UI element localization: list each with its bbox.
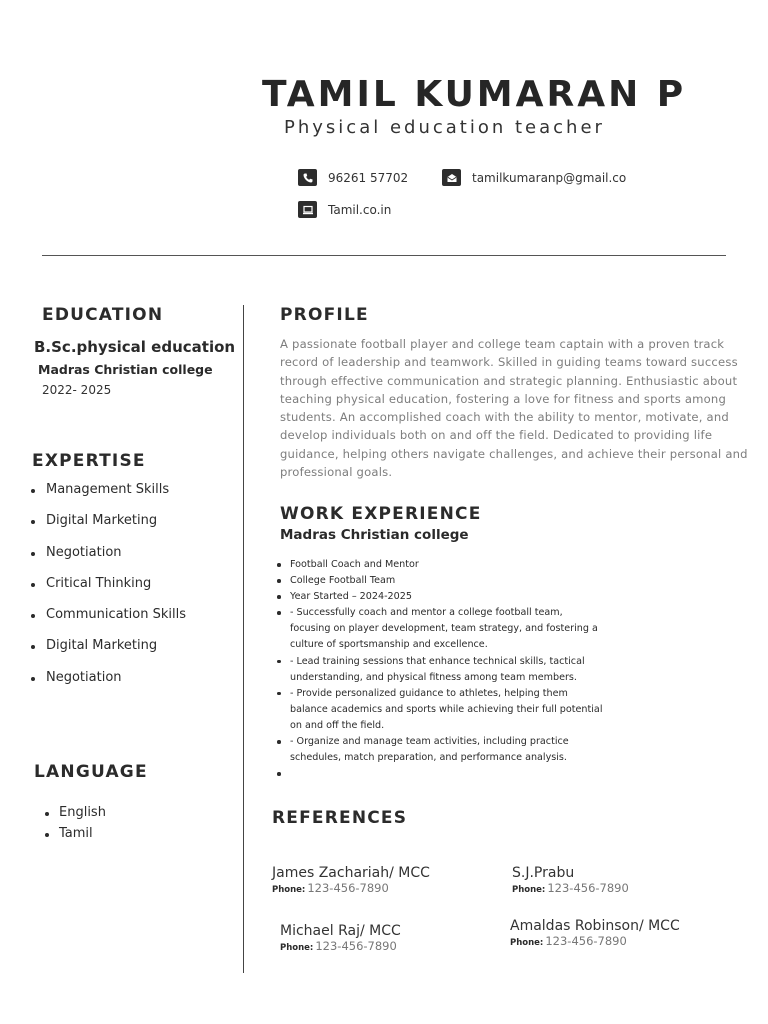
header-divider (42, 255, 726, 256)
reference-name: S.J.Prabu (512, 865, 575, 881)
list-item: Communication Skills (28, 607, 186, 638)
work-organization: Madras Christian college (280, 527, 469, 543)
reference-name: Amaldas Robinson/ MCC (510, 918, 680, 934)
list-item: Negotiation (28, 670, 186, 701)
reference-card (272, 865, 430, 895)
list-item: - Provide personalized guidance to athletes, helping them balance academics and sports while achieving their full potential on and off the field. (276, 686, 606, 734)
list-item: - Organize and manage team activities, including practice schedules, match preparation, and performance analysis. (276, 734, 606, 766)
list-item: - Lead training sessions that enhance technical skills, tactical understanding, and physical fitness among team members. (276, 654, 606, 686)
work-heading: WORK EXPERIENCE (280, 504, 482, 524)
mail-icon (442, 169, 461, 186)
reference-phone (272, 881, 430, 895)
list-item: - Successfully coach and mentor a college football team, focusing on player development, team strategy, and fostering a culture of sportsmanship and excellence. (276, 605, 606, 653)
profile-text: A passionate football player and college team captain with a proven track record of leadership and teamwork. Skilled in guiding teams toward success through effective communication and strategic planning. Enthusiastic about teaching physical education, fostering a love for fitness and sports among students. An accomplished coach with the ability to mentor, motivate, and develop individuals both on and off the field. Dedicated to providing life guidance, helping others navigate challenges, and achieve their personal and professional goals. (280, 337, 748, 480)
education-degree: B.Sc.physical education (34, 338, 236, 356)
references-heading: REFERENCES (272, 808, 408, 828)
reference-phone (280, 939, 401, 953)
laptop-icon (298, 201, 317, 218)
contact-website-text[interactable]: Tamil.co.in (328, 202, 392, 217)
expertise-heading: EXPERTISE (32, 451, 146, 471)
education-years: 2022- 2025 (42, 383, 112, 397)
education-heading: EDUCATION (42, 305, 164, 325)
list-item: College Football Team (276, 573, 606, 589)
list-item: Year Started – 2024-2025 (276, 589, 606, 605)
phone-icon (298, 169, 317, 186)
contact-website[interactable] (298, 201, 391, 218)
phone-label: Phone: (272, 885, 306, 895)
reference-name: Michael Raj/ MCC (280, 923, 401, 939)
list-item: Management Skills (28, 482, 186, 513)
list-item: English (42, 805, 106, 826)
reference-name: James Zachariah/ MCC (272, 865, 430, 881)
reference-phone-number: 123-456-7890 (547, 881, 629, 895)
list-item: Digital Marketing (28, 513, 186, 544)
contact-phone-text: 96261 57702 (328, 170, 409, 185)
reference-phone-number: 123-456-7890 (307, 881, 389, 895)
reference-card (280, 923, 401, 953)
list-item: Football Coach and Mentor (276, 557, 606, 573)
expertise-list (28, 482, 186, 701)
language-list (42, 805, 106, 847)
phone-label: Phone: (512, 885, 546, 895)
reference-phone-number: 123-456-7890 (545, 934, 627, 948)
resume-name: TAMIL KUMARAN P (262, 74, 687, 115)
profile-heading: PROFILE (280, 305, 369, 325)
phone-label: Phone: (510, 938, 544, 948)
education-college: Madras Christian college (38, 362, 213, 377)
resume-role: Physical education teacher (284, 117, 605, 138)
list-item: Digital Marketing (28, 638, 186, 669)
contact-email[interactable] (442, 169, 626, 186)
reference-card (510, 918, 680, 948)
contact-phone (298, 169, 408, 186)
contact-email-text[interactable]: tamilkumaranp@gmail.co (472, 170, 627, 185)
list-item-empty (276, 766, 606, 782)
list-item: Tamil (42, 826, 106, 847)
language-heading: LANGUAGE (34, 762, 148, 782)
reference-phone (510, 934, 680, 948)
reference-phone (512, 881, 629, 895)
list-item: Negotiation (28, 545, 186, 576)
reference-card (512, 865, 629, 895)
work-list (276, 557, 606, 782)
list-item: Critical Thinking (28, 576, 186, 607)
phone-label: Phone: (280, 943, 314, 953)
column-divider (243, 305, 244, 973)
reference-phone-number: 123-456-7890 (315, 939, 397, 953)
